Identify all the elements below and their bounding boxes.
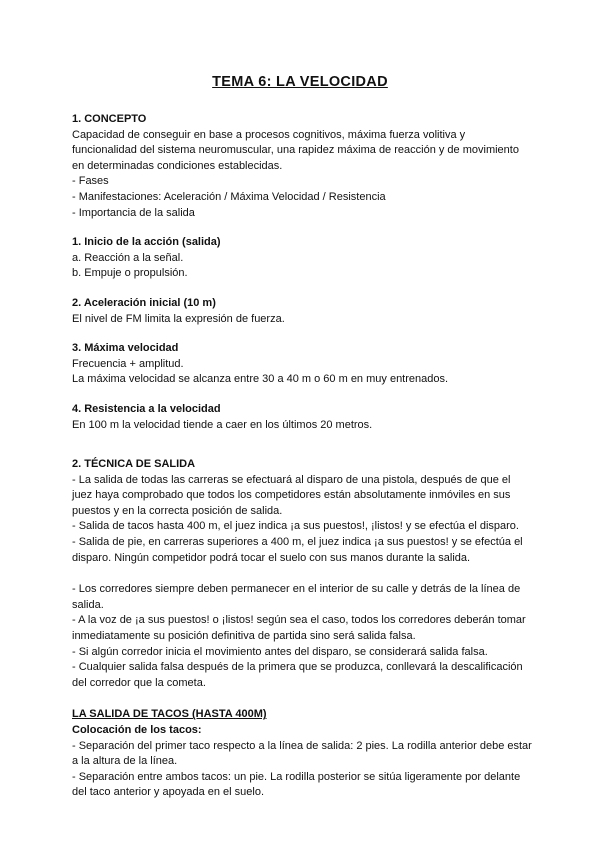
list-item: - Manifestaciones: Aceleración / Máxima Velocidad / Resistencia [72, 190, 386, 203]
tacos-paragraph: - Separación del primer taco respecto a la línea de salida: 2 pies. La rodilla anterior debe estar a la altura de la línea. [72, 739, 532, 768]
subsection-heading-aceleracion: 2. Aceleración inicial (10 m) [72, 296, 216, 309]
list-item: - Fases [72, 175, 109, 188]
maxima-line: Frecuencia + amplitud. [72, 357, 184, 370]
tecnica-paragraph: - La salida de todas las carreras se efectuará al disparo de una pistola, después de que el juez haya comprobado que todos los competidores están absolutamente inmóviles en sus puestos y en la correcta posición de salida. [72, 473, 511, 517]
tecnica-paragraph: - Si algún corredor inicia el movimiento antes del disparo, se considerará salida falsa. [72, 645, 488, 658]
section-heading-tecnica: 2. TÉCNICA DE SALIDA [72, 458, 196, 471]
resistencia-text: En 100 m la velocidad tiende a caer en los últimos 20 metros. [72, 418, 373, 431]
subsection-heading-inicio: 1. Inicio de la acción (salida) [72, 236, 221, 249]
document-body [72, 112, 532, 801]
tecnica-paragraph: - Salida de tacos hasta 400 m, el juez indica ¡a sus puestos!, ¡listos! y se efectúa el disparo. [72, 520, 519, 533]
tecnica-paragraph: - Cualquier salida falsa después de la primera que se produzca, conllevará la descalificación del corredor que la cometa. [72, 661, 523, 689]
subheading-colocacion: Colocación de los tacos: [72, 724, 202, 736]
section-heading-concepto: 1. CONCEPTO [72, 113, 147, 125]
concepto-text: Capacidad de conseguir en base a procesos cognitivos, máxima fuerza volitiva y funcionalidad del sistema neuromuscular, una rapidez máxima de reacción y de movimiento en determinadas condiciones establecidas. [72, 128, 519, 172]
subsection-heading-maxima: 3. Máxima velocidad [72, 342, 179, 355]
section-heading-tacos: LA SALIDA DE TACOS (HASTA 400M) [72, 708, 267, 721]
tecnica-paragraph: - Salida de pie, en carreras superiores a 400 m, el juez indica ¡a sus puestos! y se efectúa el disparo. Ningún competidor podrá tocar el suelo con sus manos durante la salida. [72, 536, 523, 564]
tecnica-paragraph: - A la voz de ¡a sus puestos! o ¡listos! según sea el caso, todos los corredores deberán tomar inmediatamente su posición definitiva de partida sino será salida falsa. [72, 614, 526, 643]
list-item: b. Empuje o propulsión. [72, 267, 188, 280]
maxima-line: La máxima velocidad se alcanza entre 30 a 40 m o 60 m en muy entrenados. [72, 373, 449, 386]
subsection-heading-resistencia: 4. Resistencia a la velocidad [72, 402, 221, 415]
aceleracion-text: El nivel de FM limita la expresión de fuerza. [72, 312, 285, 325]
tacos-paragraph: - Separación entre ambos tacos: un pie. La rodilla posterior se sitúa ligeramente por delante del taco anterior y apoyada en el suelo. [72, 770, 521, 799]
page-title: TEMA 6: LA VELOCIDAD [212, 74, 388, 90]
list-item: - Importancia de la salida [72, 206, 195, 219]
tecnica-paragraph: - Los corredores siempre deben permanecer en el interior de su calle y detrás de la línea de salida. [72, 583, 521, 611]
list-item: a. Reacción a la señal. [72, 251, 184, 264]
